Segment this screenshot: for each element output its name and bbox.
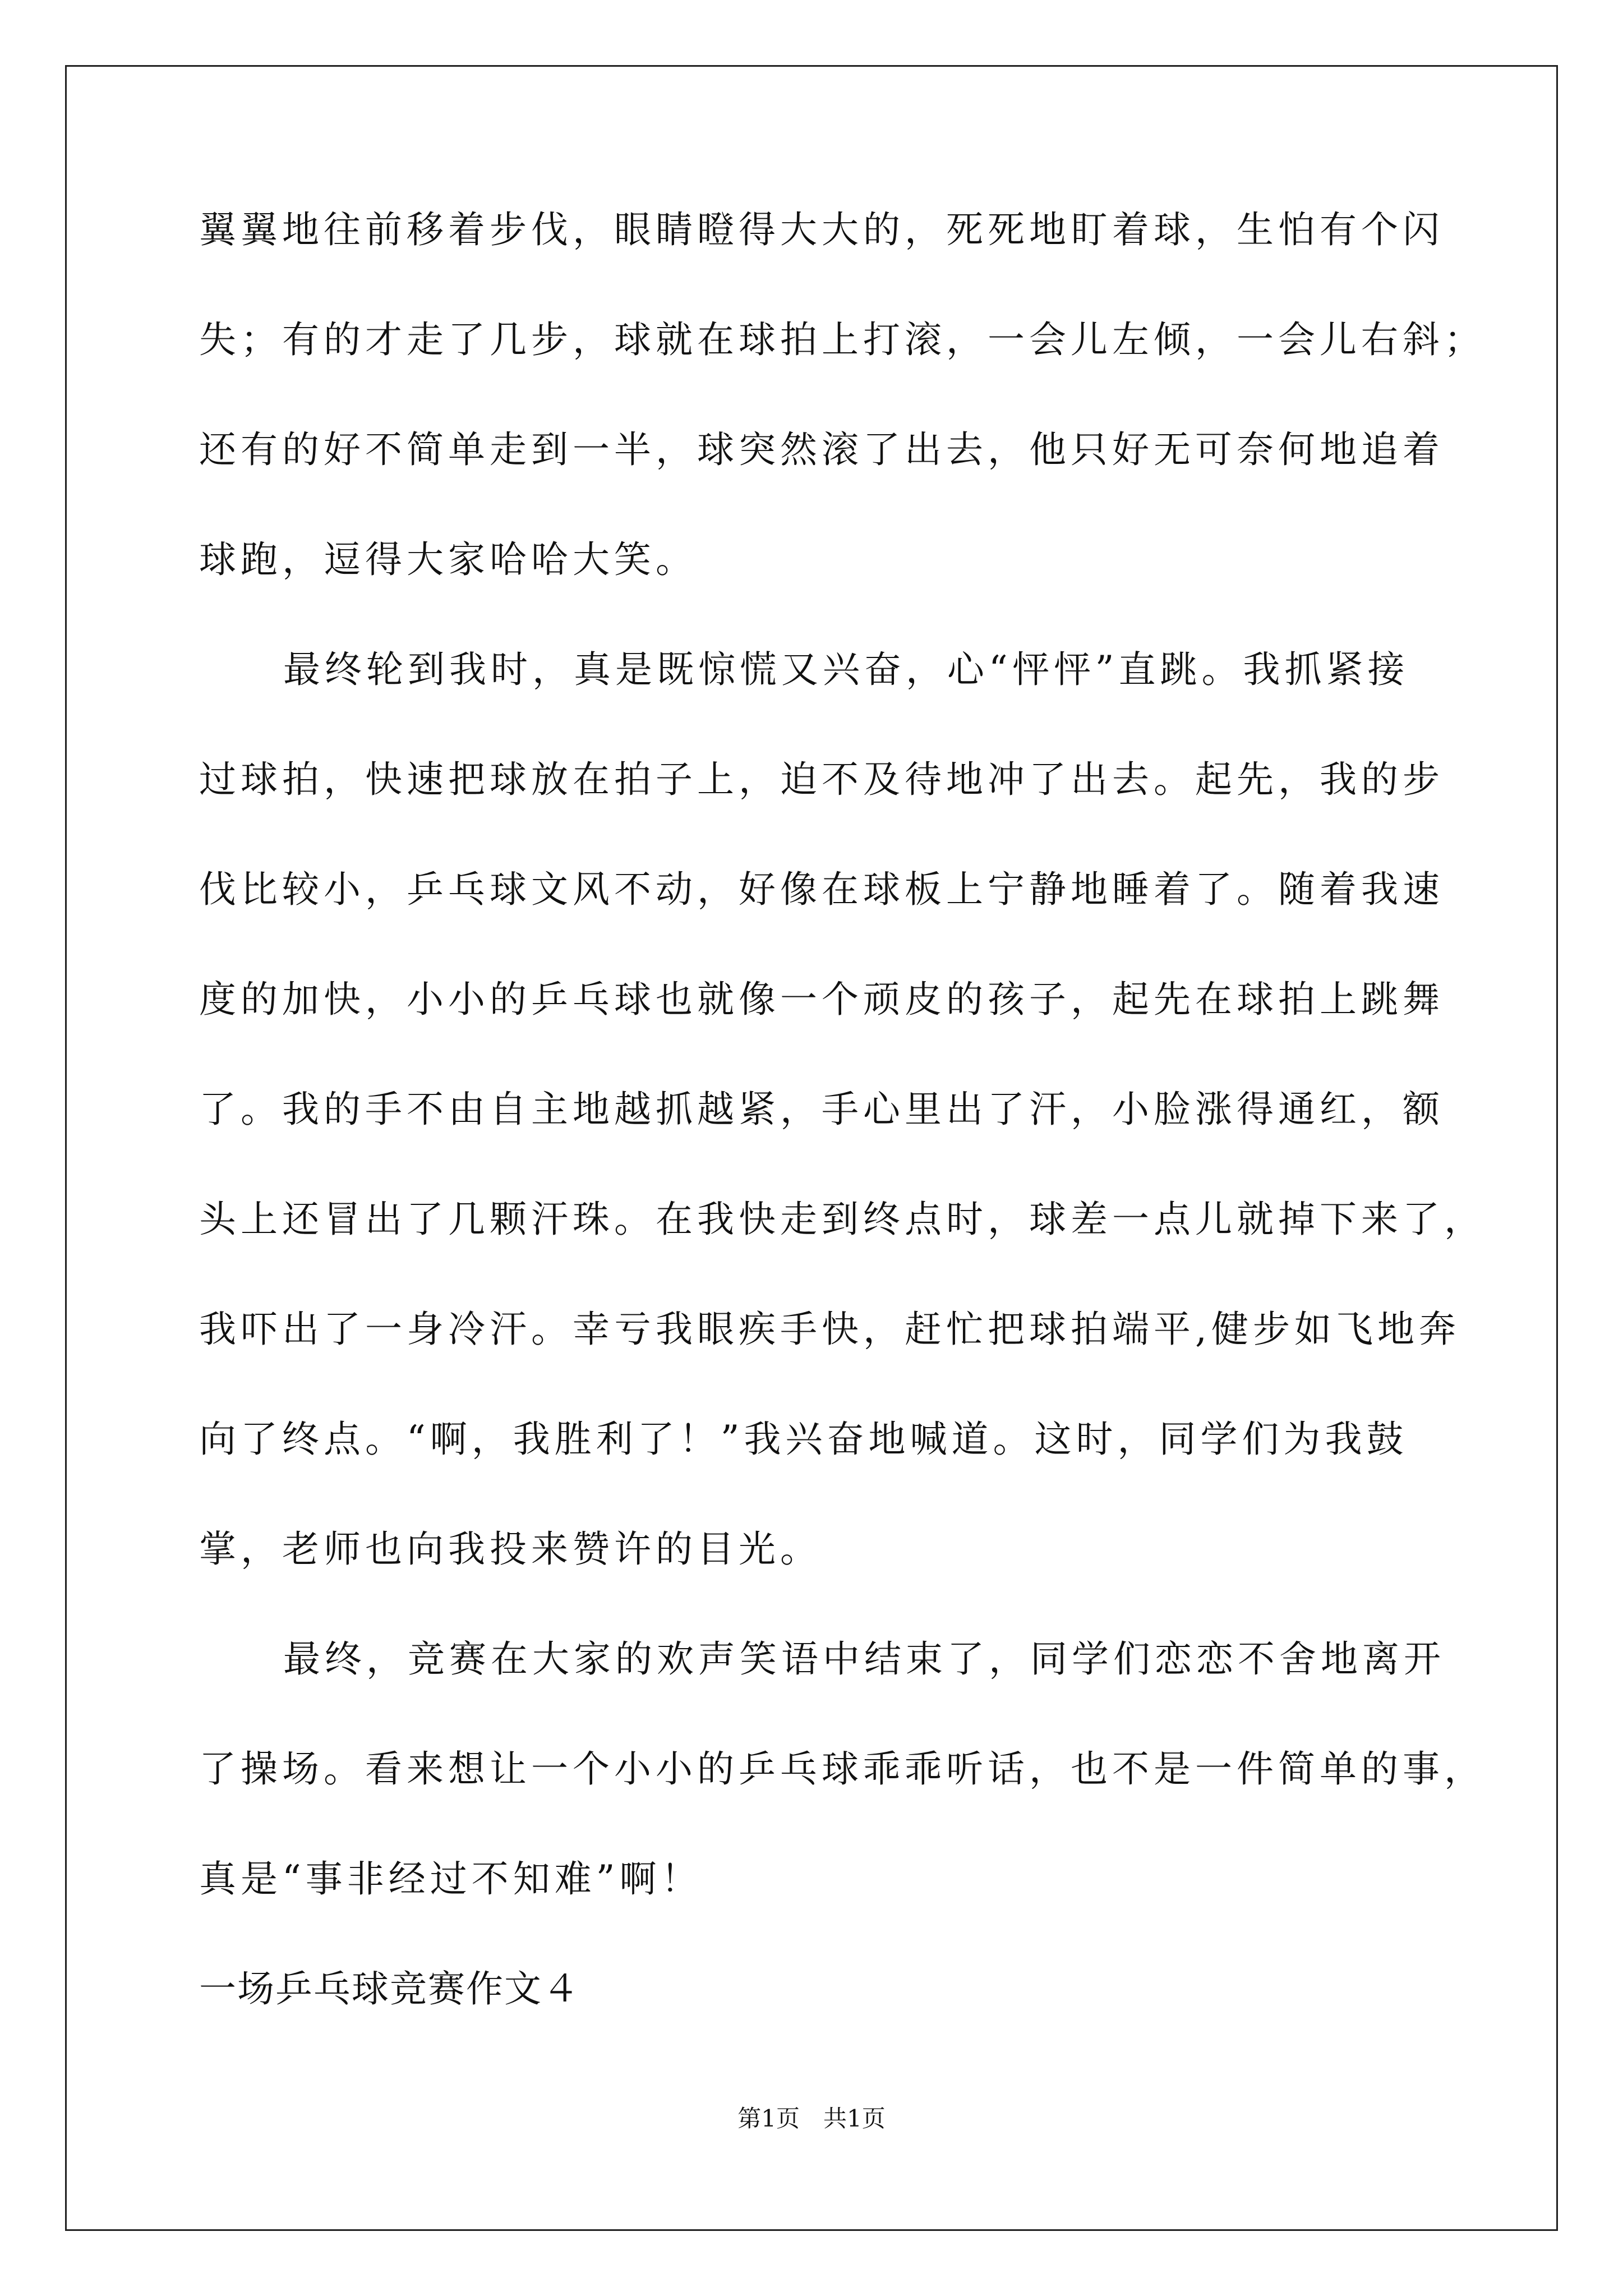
paragraph-line: 最终轮到我时，真是既惊慌又兴奋，心“怦怦”直跳。我抓紧接	[283, 648, 1409, 691]
paragraph-line: 真是“事非经过不知难”啊！	[199, 1857, 703, 1901]
document-body	[199, 202, 1486, 2017]
paragraph-line: 还有的好不简单走到一半，球突然滚了出去，他只好无可奈何地追着	[199, 428, 1444, 471]
paragraph-line: 最终，竞赛在大家的欢声笑语中结束了，同学们恋恋不舍地离开	[283, 1637, 1445, 1681]
paragraph-line: 向了终点。“啊，我胜利了！”我兴奋地喊道。这时，同学们为我鼓	[199, 1418, 1408, 1461]
paragraph-line: 失；有的才走了几步，球就在球拍上打滚，一会儿左倾，一会儿右斜；	[199, 318, 1486, 361]
paragraph-line: 翼翼地往前移着步伐，眼睛瞪得大大的，死死地盯着球，生怕有个闪	[199, 208, 1444, 251]
page-number-footer: 第1页 共1页	[737, 2105, 886, 2132]
paragraph-line: 我吓出了一身冷汗。幸亏我眼疾手快，赶忙把球拍端平,健步如飞地奔	[199, 1308, 1460, 1351]
paragraph-line: 掌，老师也向我投来赞许的目光。	[199, 1527, 822, 1571]
paragraph-line: 度的加快，小小的乒乓球也就像一个顽皮的孩子，起先在球拍上跳舞	[199, 978, 1444, 1021]
paragraph-line: 过球拍，快速把球放在拍子上，迫不及待地冲了出去。起先，我的步	[199, 758, 1444, 801]
paragraph-line: 了操场。看来想让一个小小的乒乓球乖乖听话，也不是一件简单的事，	[199, 1747, 1486, 1791]
paragraph-line: 头上还冒出了几颗汗珠。在我快走到终点时，球差一点儿就掉下来了，	[199, 1198, 1486, 1241]
section-heading: 一场乒乓球竞赛作文４	[199, 1967, 580, 2010]
paragraph-line: 了。我的手不由自主地越抓越紧，手心里出了汗，小脸涨得通红，额	[199, 1088, 1444, 1131]
paragraph-line: 伐比较小，乒乓球文风不动，好像在球板上宁静地睡着了。随着我速	[199, 868, 1444, 911]
paragraph-line: 球跑，逗得大家哈哈大笑。	[199, 538, 697, 581]
